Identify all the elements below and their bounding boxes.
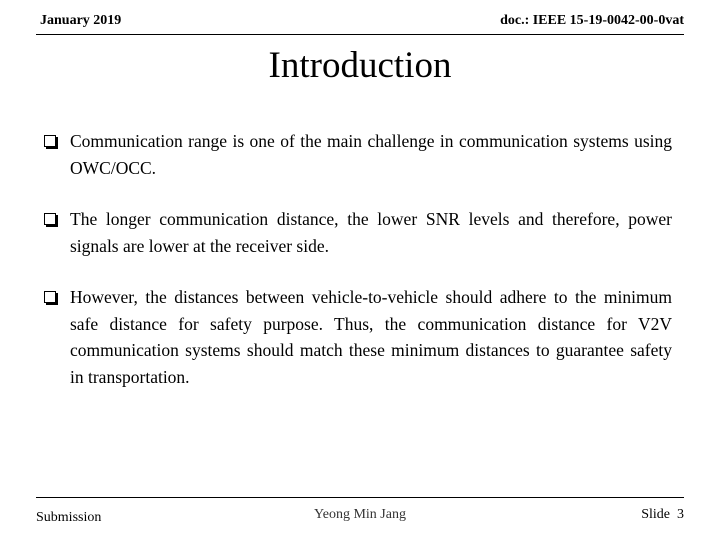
checkbox-square-icon bbox=[44, 291, 56, 303]
bullet-text: However, the distances between vehicle-to-vehicle should adhere to the minimum safe distance for safety purpose. Thus, the communication distance for V2V communication systems should match these minimum distances to guarantee safety in transportation. bbox=[70, 287, 672, 387]
footer-submission: Submission bbox=[36, 510, 102, 525]
bullet-item bbox=[44, 284, 672, 390]
bullet-item bbox=[44, 128, 672, 181]
header-doc-id: doc.: IEEE 15-19-0042-00-0vat bbox=[500, 13, 684, 28]
bullet-text: The longer communication distance, the lower SNR levels and therefore, power signals are lower at the receiver side. bbox=[70, 209, 672, 256]
checkbox-square-icon bbox=[44, 135, 56, 147]
slide-title: Introduction bbox=[268, 45, 452, 86]
slide-label: Slide bbox=[641, 507, 670, 522]
bullet-text: Communication range is one of the main challenge in communication systems using OWC/OCC. bbox=[70, 131, 672, 178]
header-date: January 2019 bbox=[40, 13, 122, 28]
checkbox-square-icon bbox=[44, 213, 56, 225]
footer-divider bbox=[36, 497, 684, 498]
footer-author: Yeong Min Jang bbox=[314, 507, 406, 522]
bullet-item bbox=[44, 206, 672, 259]
bullet-list bbox=[44, 128, 672, 415]
header-divider bbox=[36, 34, 684, 35]
footer-slide-number bbox=[641, 507, 684, 523]
slide-number: 3 bbox=[677, 507, 684, 522]
